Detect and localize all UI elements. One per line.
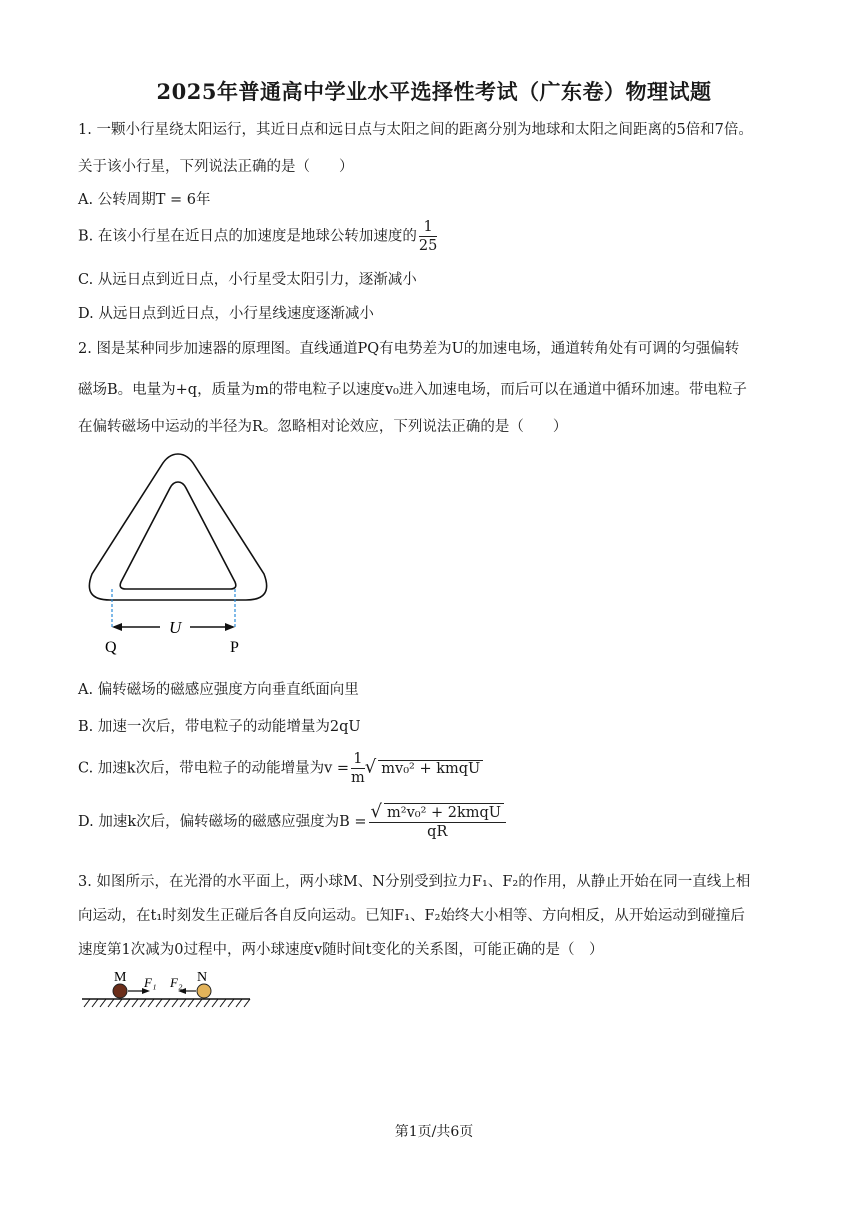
sqrt-icon: √ xyxy=(370,801,383,822)
q1-option-a: A. 公转周期T = 6年 xyxy=(78,192,211,208)
ground-hatching xyxy=(84,999,250,1007)
q1-stem-line1: 1. 一颗小行星绕太阳运行，其近日点和远日点与太阳之间的距离分别为地球和太阳之间距离的5倍和7倍。 xyxy=(78,122,753,138)
sqrt-icon: √ xyxy=(364,756,377,778)
fig-label-m: M xyxy=(114,970,127,985)
q2-option-d xyxy=(78,803,506,841)
collision-diagram xyxy=(78,966,258,1012)
q2-option-d-text: D. 加速k次后，偏转磁场的磁感应强度为B = xyxy=(78,814,367,830)
q1-option-c: C. 从远日点到近日点，小行星受太阳引力，逐渐减小 xyxy=(78,272,417,288)
q2-option-c-fraction xyxy=(351,750,365,787)
q3-stem-line1: 3. 如图所示，在光滑的水平面上，两小球M、N分别受到拉力F₁、F₂的作用，从静止开始在同一直线上相 xyxy=(78,874,751,890)
fraction-numerator xyxy=(369,803,507,823)
fraction-denominator: qR xyxy=(427,824,448,840)
outer-channel-wall xyxy=(89,454,266,600)
fig-label-u: U xyxy=(169,618,182,637)
page-footer: 第1页/共6页 xyxy=(394,1124,474,1140)
u-arrow-left-head xyxy=(112,623,122,631)
q2-option-c xyxy=(78,750,483,787)
fraction-numerator: 1 xyxy=(351,750,365,769)
q1-option-b-text: B. 在该小行星在近日点的加速度是地球公转加速度的 xyxy=(78,228,417,245)
q2-option-d-radicand: m²v₀² + 2kmqU xyxy=(384,803,504,822)
fraction-numerator: 1 xyxy=(419,218,437,237)
ball-m xyxy=(113,984,127,998)
q3-stem-line2: 向运动，在t₁时刻发生正碰后各自反向运动。已知F₁、F₂始终大小相等、方向相反，从开始运动到碰撞后 xyxy=(78,908,745,924)
q2-option-d-fraction xyxy=(369,803,507,841)
q1-option-d: D. 从远日点到近日点，小行星线速度逐渐减小 xyxy=(78,306,374,322)
q1-stem-line2: 关于该小行星，下列说法正确的是（ ） xyxy=(78,159,354,175)
q3-stem-line3: 速度第1次减为0过程中，两小球速度v随时间t变化的关系图，可能正确的是（ ） xyxy=(78,942,604,958)
q2-option-a: A. 偏转磁场的磁感应强度方向垂直纸面向里 xyxy=(78,682,359,698)
q2-stem-line1: 2. 图是某种同步加速器的原理图。直线通道PQ有电势差为U的加速电场，通道转角处有可调的匀强偏转 xyxy=(78,341,740,357)
fig-label-p: P xyxy=(230,639,239,656)
q1-option-b xyxy=(78,218,437,255)
fig-label-q: Q xyxy=(105,639,117,656)
fraction-denominator: 25 xyxy=(418,238,438,254)
fraction-denominator: m xyxy=(351,770,365,786)
q2-option-c-radicand: mv₀² + kmqU xyxy=(378,760,483,777)
q2-stem-line2: 磁场B。电量为+q，质量为m的带电粒子以速度v₀进入加速电场，而后可以在通道中循环加速。带电粒子 xyxy=(78,382,747,398)
ball-n xyxy=(197,984,211,998)
fig-label-n: N xyxy=(197,970,208,985)
inner-channel-wall xyxy=(120,482,236,589)
q2-stem-line3: 在偏转磁场中运动的半径为R。忽略相对论效应，下列说法正确的是（ ） xyxy=(78,419,568,435)
q1-option-b-fraction xyxy=(419,218,437,255)
fig-label-f2: F₂ xyxy=(170,975,183,990)
u-arrow-right-head xyxy=(225,623,235,631)
fig-label-f1: F₁ xyxy=(144,975,157,990)
page-title: 2025年普通高中学业水平选择性考试（广东卷）物理试题 xyxy=(156,79,712,104)
q2-option-c-text: C. 加速k次后，带电粒子的动能增量为v = xyxy=(78,760,350,777)
q2-option-b: B. 加速一次后，带电粒子的动能增量为2qU xyxy=(78,719,361,735)
accelerator-diagram xyxy=(78,450,278,660)
